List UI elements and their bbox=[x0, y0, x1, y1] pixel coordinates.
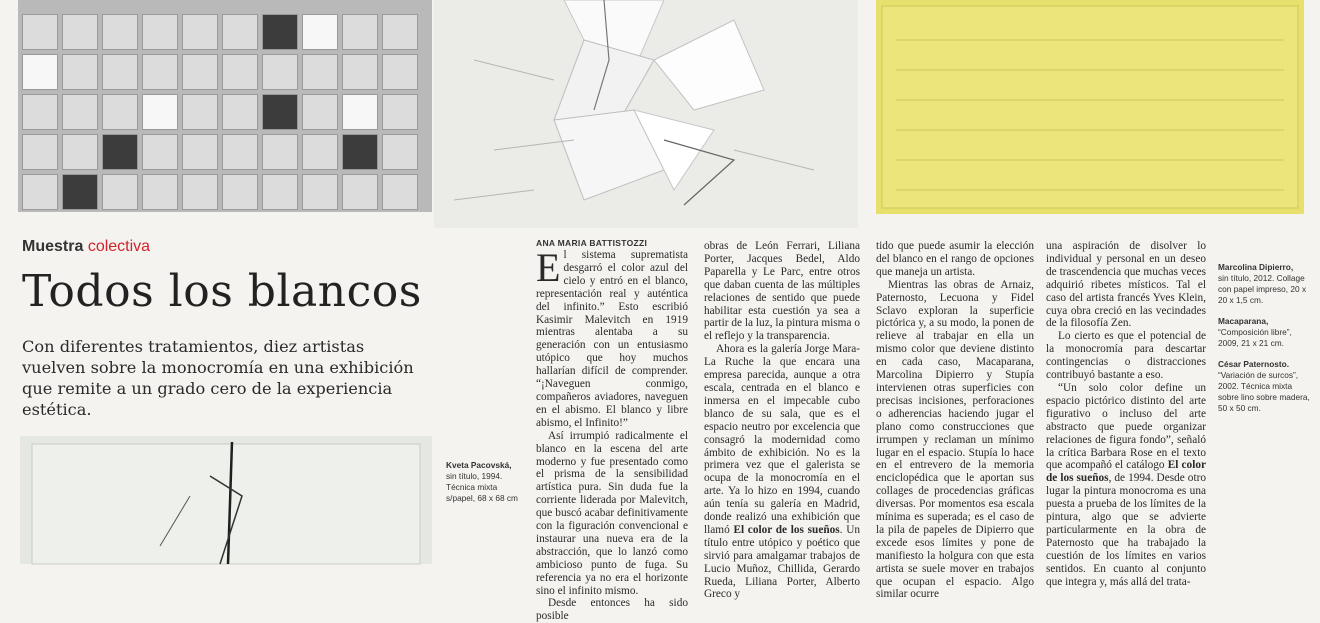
yellow-painting-drawing bbox=[876, 0, 1304, 214]
grid-tile bbox=[62, 14, 98, 50]
paragraph bbox=[704, 343, 860, 601]
paragraph: Mientras las obras de Arnaiz, Paternosto, Lecuona y Fidel Sclavo exploran la superficie pictórica y, a su modo, la ponen de relieve al trabajar en ella un mismo color que deviene distinto en cada caso, Macaparana, Marcolina Dipierro y Stupía intervienen otras superficies con precisas incisiones, perforaciones o adherencias haciendo jugar el plano como construcciones que irrumpen y reclaman un mínimo lugar en el espacio. Stupía lo hace en el entrevero de la memoria enciclopédica que le aportan sus collages de procedencias gráficas diversas. Por momentos esa escala mínima es superada; es el caso de la pila de papeles de Dipierro que excede esos límites y pone de manifiesto la holgura con que esta artista se suele mover en trabajos que ocupan el espacio. Algo similar ocurre bbox=[876, 278, 1034, 601]
grid-tile bbox=[302, 54, 338, 90]
grid-tile bbox=[142, 14, 178, 50]
grid-tile bbox=[382, 54, 418, 90]
grid-tile bbox=[22, 134, 58, 170]
paragraph: Así irrumpió radicalmente el blanco en la escena del arte moderno y fue presentado como el prisma de la sensibilidad artística pura. Sin duda fue la corriente liderada por Malevitch, que buscó acabar definitivamente con la figuración convencional e instaurar una nueva era de la abstracción, que lo lanzó como ambicioso punto de fuga. Su referencia ya no era el horizonte sino el infinito mismo. bbox=[536, 429, 688, 597]
grid-tile bbox=[142, 94, 178, 130]
paragraph-text: Ahora es la galería Jorge Mara-La Ruche la que encara una empresa parecida, aunque a otra escala, centrada en el blanco e inmersa en el impecable cubo blanco de su sala, que es el espacio neutro por excelencia que consagró la modernidad como ámbito de exhibición. No es la primera vez que el galerista se ocupa de la monocromía en el arte. Ya lo hizo en 1994, cuando aún tenía su galería en Madrid, donde realizó una exhibición que llamó bbox=[704, 343, 860, 536]
grid-tile bbox=[262, 14, 298, 50]
grid-tile bbox=[182, 134, 218, 170]
side-captions bbox=[1218, 262, 1310, 424]
grid-tile bbox=[222, 14, 258, 50]
grid-tile bbox=[222, 54, 258, 90]
paragraph: Lo cierto es que el potencial de la monocromía para descartar contingencias o distracciones contribuyó bastante a eso. bbox=[1046, 330, 1206, 382]
caption-marcolina-name: Marcolina Dipierro, bbox=[1218, 262, 1294, 272]
paragraph: obras de León Ferrari, Liliana Porter, Jacques Bedel, Aldo Paparella y Le Parc, entre otros que daban cuenta de las múltiples relaciones de sentido que puede habilitar esta cuestión ya sea a partir de la luz, la pintura misma o el reflejo y la transparencia. bbox=[704, 240, 860, 343]
grid-tile bbox=[62, 54, 98, 90]
grid-tile bbox=[302, 174, 338, 210]
grid-tile bbox=[262, 134, 298, 170]
article-column-3 bbox=[876, 240, 1034, 601]
grid-tile bbox=[222, 134, 258, 170]
grid-tile bbox=[302, 14, 338, 50]
grid-painting-image bbox=[18, 0, 432, 212]
grid-tile bbox=[382, 14, 418, 50]
grid-tile bbox=[142, 174, 178, 210]
headline: Todos los blancos bbox=[22, 266, 422, 317]
caption-cesar bbox=[1218, 359, 1310, 414]
paragraph-text: l sistema suprematista desgarró el color azul del cielo y entró en el blanco, representación real y auténtica del infinito.” Esto escribió Kasimir Malevitch en 1919 mientras alentaba a su generación con un entusiasmo utópico que hoy muchos hallarían difícil de comprender. “¡Naveguen conmigo, compañeros aviadores, naveguen en el abismo. El blanco y libre abismo, el Infinito!” bbox=[536, 249, 688, 429]
caption-macaparana-name: Macaparana, bbox=[1218, 316, 1269, 326]
caption-kveta bbox=[446, 460, 522, 504]
caption-kveta-name: Kveta Pacovská, bbox=[446, 460, 512, 470]
grid-tile bbox=[302, 94, 338, 130]
caption-macaparana-text: “Composición libre”, 2009, 21 x 21 cm. bbox=[1218, 327, 1292, 348]
grid-tile bbox=[22, 54, 58, 90]
drop-cap: E bbox=[536, 245, 561, 290]
grid-tile bbox=[22, 14, 58, 50]
grid-tile bbox=[102, 14, 138, 50]
grid-tile bbox=[382, 134, 418, 170]
grid-tile bbox=[262, 174, 298, 210]
caption-macaparana bbox=[1218, 316, 1310, 349]
exhibition-title: El color de los sueños bbox=[733, 523, 840, 536]
caption-kveta-text: sin título, 1994. Técnica mixta s/papel, 68 x 68 cm bbox=[446, 471, 518, 503]
kicker-muestra: Muestra bbox=[22, 238, 84, 255]
grid-tile bbox=[22, 174, 58, 210]
grid-tile bbox=[142, 134, 178, 170]
grid-tile bbox=[142, 54, 178, 90]
paragraph: una aspiración de disolver lo individual y personal en un deseo de trascendencia que muchas veces adquirió ribetes místicos. Tal el caso del artista francés Yves Klein, cuya obra creció en las vecindades de la filosofía Zen. bbox=[1046, 240, 1206, 330]
grid-tile bbox=[182, 174, 218, 210]
byline: ANA MARIA BATTISTOZZI bbox=[536, 238, 648, 248]
grid-tile bbox=[182, 54, 218, 90]
deck-subtitle: Con diferentes tratamientos, diez artistas vuelven sobre la monocromía en una exhibición que remite a un grado cero de la experiencia estética. bbox=[22, 337, 414, 419]
article-column-4 bbox=[1046, 240, 1206, 588]
grid-tile bbox=[222, 174, 258, 210]
caption-marcolina bbox=[1218, 262, 1310, 306]
grid-tile bbox=[302, 134, 338, 170]
grid-tile bbox=[382, 94, 418, 130]
grid-tile bbox=[62, 174, 98, 210]
grid-tile bbox=[262, 94, 298, 130]
grid-tile bbox=[102, 134, 138, 170]
white-paper-artwork-drawing bbox=[434, 0, 858, 228]
paragraph-text: , de 1994. Desde otro lugar la pintura monocroma es una puesta a prueba de los límites de la pintura, algo que se advierte particularmente en la obra de Paternosto que ha trabajado la cuestión de los límites en varios sentidos. En cuanto al conjunto que integra y, más allá del trata- bbox=[1046, 472, 1206, 588]
paragraph: tido que puede asumir la elección del blanco en el rango de opciones que maneja un artista. bbox=[876, 240, 1034, 278]
grid-tile bbox=[342, 174, 378, 210]
kicker-colectiva: colectiva bbox=[87, 238, 151, 255]
section-kicker bbox=[22, 238, 150, 256]
caption-cesar-name: César Paternosto. bbox=[1218, 359, 1290, 369]
paragraph: Desde entonces ha sido posible bbox=[536, 597, 688, 623]
grid-tile bbox=[342, 54, 378, 90]
kveta-pacovska-artwork-image bbox=[20, 436, 432, 564]
grid-tile bbox=[102, 54, 138, 90]
caption-marcolina-text: sin título, 2012. Collage con papel impreso, 20 x 20 x 1,5 cm. bbox=[1218, 273, 1307, 305]
grid-tile bbox=[102, 94, 138, 130]
white-paper-artwork-image bbox=[434, 0, 858, 228]
grid-tile bbox=[382, 174, 418, 210]
paragraph bbox=[1046, 382, 1206, 589]
grid-tile bbox=[342, 94, 378, 130]
article-column-2 bbox=[704, 240, 860, 601]
kveta-artwork-drawing bbox=[20, 436, 432, 564]
grid-tile bbox=[22, 94, 58, 130]
grid-tile bbox=[102, 174, 138, 210]
grid-tile bbox=[182, 94, 218, 130]
grid-tile bbox=[262, 54, 298, 90]
grid-tile bbox=[182, 14, 218, 50]
article-column-1 bbox=[536, 245, 688, 623]
paragraph-text: . Un título entre utópico y poético que sirvió para amalgamar trabajos de Lucio Muñoz, Chillida, Gerardo Rueda, Liliana Porter, Alberto Greco y bbox=[704, 523, 860, 601]
grid-tile bbox=[342, 134, 378, 170]
paragraph bbox=[536, 245, 688, 430]
grid-tile bbox=[62, 94, 98, 130]
grid-tile bbox=[222, 94, 258, 130]
yellow-painting-image bbox=[876, 0, 1304, 214]
paragraph-text: “Un solo color define un espacio pictórico distinto del arte figurativo o incluso del arte abstracto que puede organizar relaciones de figura fondo”, señaló la crítica Barbara Rose en el texto que acompañó el catálogo bbox=[1046, 381, 1206, 472]
catalog-title: El color de los sueños bbox=[1046, 459, 1206, 485]
grid-tile bbox=[342, 14, 378, 50]
caption-cesar-text: “Variación de surcos”, 2002. Técnica mixta sobre lino sobre madera, 50 x 50 cm. bbox=[1218, 370, 1310, 413]
grid-tile bbox=[62, 134, 98, 170]
